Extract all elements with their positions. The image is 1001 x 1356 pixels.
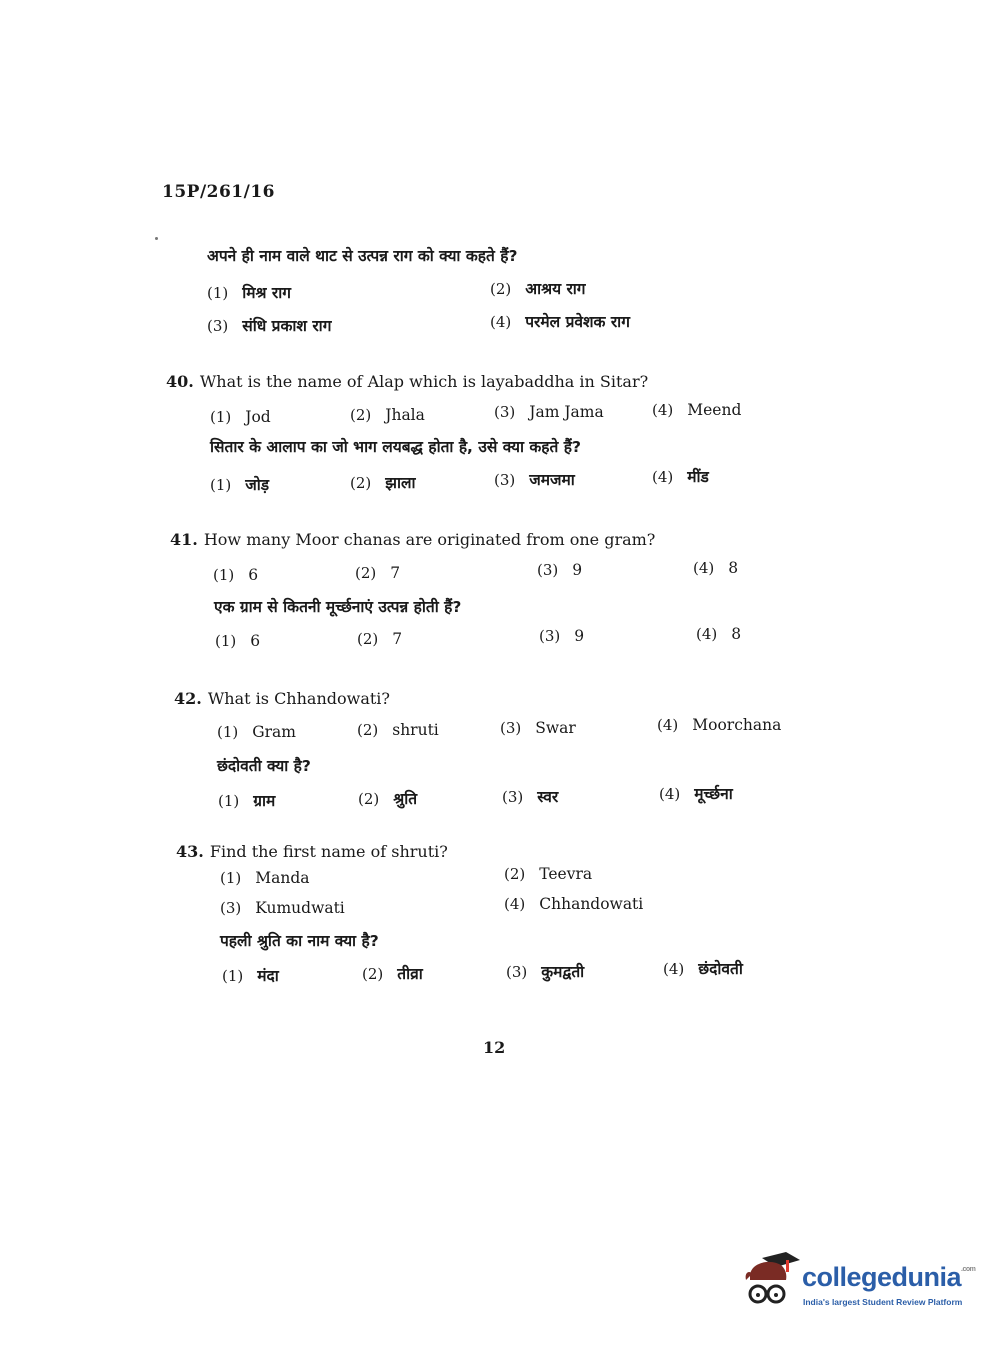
option-hi-2: (2) झाला <box>350 474 416 492</box>
question-text-hi: पहली श्रुति का नाम क्या है? <box>220 932 379 950</box>
question-text-hi: छंदोवती क्या है? <box>217 757 311 775</box>
option-1: (1) मिश्र राग <box>207 284 291 302</box>
question-text-en: 42. What is Chhandowati? <box>174 689 390 708</box>
option-en-3: (3) Kumudwati <box>220 899 345 917</box>
page-number: 12 <box>483 1038 506 1057</box>
option-en-4: (4) 8 <box>693 559 739 577</box>
collegedunia-watermark <box>742 1250 976 1312</box>
option-hi-1: (1) जोड़ <box>210 476 270 494</box>
option-hi-4: (4) 8 <box>696 625 742 643</box>
option-en-2: (2) shruti <box>357 721 439 739</box>
option-en-2: (2) Jhala <box>350 406 425 424</box>
option-hi-2: (2) श्रुति <box>358 790 418 808</box>
option-hi-4: (4) मूर्च्छना <box>659 785 733 803</box>
option-hi-3: (3) 9 <box>539 627 585 645</box>
option-en-1: (1) Gram <box>217 723 296 741</box>
option-en-2: (2) Teevra <box>504 865 593 883</box>
option-en-3: (3) Swar <box>500 719 576 737</box>
question-text-hi: एक ग्राम से कितनी मूर्च्छनाएं उत्पन्न होती हैं? <box>214 598 462 616</box>
option-en-1: (1) 6 <box>213 566 259 584</box>
option-hi-1: (1) 6 <box>215 632 261 650</box>
option-en-4: (4) Meend <box>652 401 742 419</box>
option-hi-3: (3) कुमद्वती <box>506 963 585 981</box>
option-hi-4: (4) छंदोवती <box>663 960 743 978</box>
option-hi-4: (4) मींड <box>652 468 709 486</box>
question-text-en: 40. What is the name of Alap which is layabaddha in Sitar? <box>166 372 649 391</box>
option-en-2: (2) 7 <box>355 564 401 582</box>
question-text-hi: अपने ही नाम वाले थाट से उत्पन्न राग को क्या कहते हैं? <box>207 247 518 265</box>
option-en-3: (3) 9 <box>537 561 583 579</box>
option-en-1: (1) Manda <box>220 869 310 887</box>
brand-name: collegedunia$^{.com}$ <box>802 1262 976 1292</box>
option-en-4: (4) Chhandowati <box>504 895 644 913</box>
option-en-1: (1) Jod <box>210 408 271 426</box>
option-3: (3) संधि प्रकाश राग <box>207 317 332 335</box>
option-hi-2: (2) 7 <box>357 630 403 648</box>
option-2: (2) आश्रय राग <box>490 280 586 298</box>
question-text-en: 41. How many Moor chanas are originated from one gram? <box>170 530 656 549</box>
question-text-hi: सितार के आलाप का जो भाग लयबद्ध होता है, उसे क्या कहते हैं? <box>210 438 581 456</box>
option-hi-1: (1) मंदा <box>222 967 279 985</box>
paper-code: 15P/261/16 <box>162 182 276 202</box>
option-en-4: (4) Moorchana <box>657 716 782 734</box>
option-hi-3: (3) स्वर <box>502 788 559 806</box>
option-4: (4) परमेल प्रवेशक राग <box>490 313 630 331</box>
option-hi-3: (3) जमजमा <box>494 471 575 489</box>
scan-speck <box>155 237 158 240</box>
mascot-icon <box>742 1250 802 1312</box>
brand-tagline: India's largest Student Review Platform <box>803 1297 963 1307</box>
question-text-en: 43. Find the first name of shruti? <box>176 842 448 861</box>
option-hi-2: (2) तीव्रा <box>362 965 423 983</box>
option-hi-1: (1) ग्राम <box>218 792 276 810</box>
option-en-3: (3) Jam Jama <box>494 403 604 421</box>
